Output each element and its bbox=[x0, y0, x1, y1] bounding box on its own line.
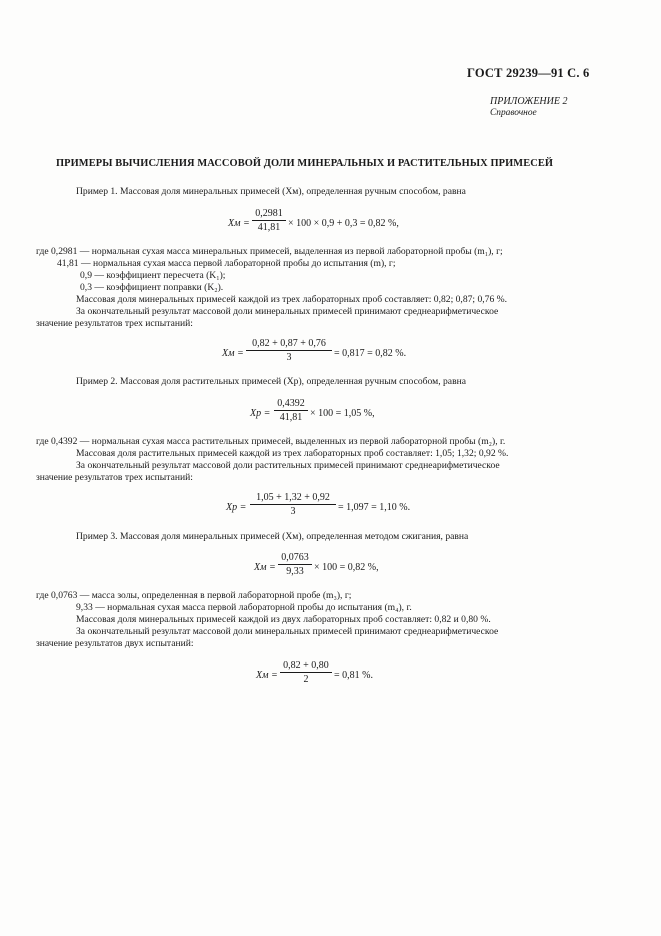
formula-fraction bbox=[278, 552, 312, 577]
example1-where-4: 0,3 — коэффициент поправки (K₂). bbox=[80, 282, 224, 293]
formula-fraction bbox=[274, 398, 308, 423]
example3-where-2: 9,33 — нормальная сухая масса первой лабораторной пробы до испытания (m₄), г. bbox=[76, 602, 412, 613]
document-code: ГОСТ 29239—91 С. 6 bbox=[467, 66, 590, 80]
formula-denominator: 2 bbox=[303, 674, 309, 685]
example3-where-1: где 0,0763 — масса золы, определенная в первой лабораторной пробе (m₃), г; bbox=[36, 590, 352, 601]
example3-para1: Массовая доля минеральных примесей каждой из двух лабораторных проб составляет: 0,82 и 0,80 %. bbox=[76, 614, 491, 625]
formula-denominator: 41,81 bbox=[257, 222, 281, 233]
formula-fraction bbox=[246, 338, 332, 363]
example2-para2a: За окончательный результат массовой доли растительных примесей принимают среднеарифметическое bbox=[76, 460, 500, 471]
formula-numerator: 1,05 + 1,32 + 0,92 bbox=[250, 492, 336, 505]
formula-denominator: 3 bbox=[286, 352, 292, 363]
formula-numerator: 0,82 + 0,80 bbox=[280, 660, 332, 673]
example2-intro: Пример 2. Массовая доля растительных примесей (Xр), определенная ручным способом, равна bbox=[76, 376, 466, 387]
formula-rest: = 0,81 %. bbox=[334, 670, 373, 681]
formula-rest: × 100 × 0,9 + 0,3 = 0,82 %, bbox=[288, 218, 399, 229]
formula-fraction bbox=[280, 660, 332, 685]
appendix-label: ПРИЛОЖЕНИЕ 2 bbox=[490, 96, 568, 107]
example1-intro: Пример 1. Массовая доля минеральных примесей (Xм), определенная ручным способом, равна bbox=[76, 186, 466, 197]
example1-para2a: За окончательный результат массовой доли минеральных примесей принимают среднеарифметическое bbox=[76, 306, 499, 317]
formula-lhs: Xм = bbox=[228, 218, 250, 229]
formula-numerator: 0,0763 bbox=[278, 552, 312, 565]
example3-para2a: За окончательный результат массовой доли минеральных примесей принимают среднеарифметическое bbox=[76, 626, 499, 637]
example3-para2b: значение результатов двух испытаний: bbox=[36, 638, 194, 649]
formula-lhs: Xм = bbox=[254, 562, 276, 573]
formula-rest: = 1,097 = 1,10 %. bbox=[338, 502, 411, 513]
formula-lhs: Xр = bbox=[250, 408, 271, 419]
formula-rest: × 100 = 1,05 %, bbox=[310, 408, 375, 419]
appendix-type: Справочное bbox=[490, 108, 537, 118]
formula-rest: = 0,817 = 0,82 %. bbox=[334, 348, 407, 359]
formula-numerator: 0,2981 bbox=[252, 208, 286, 221]
example1-para2b: значение результатов трех испытаний: bbox=[36, 318, 193, 329]
formula-denominator: 41,81 bbox=[279, 412, 303, 423]
formula-lhs: Xр = bbox=[226, 502, 247, 513]
example2-where: где 0,4392 — нормальная сухая масса растительных примесей, выделенных из первой лабораторной пробы (m₂), г. bbox=[36, 436, 506, 447]
example1-where-2: 41,81 — нормальная сухая масса первой лабораторной пробы до испытания (m), г; bbox=[57, 258, 396, 269]
formula-rest: × 100 = 0,82 %, bbox=[314, 562, 379, 573]
example1-where-1: где 0,2981 — нормальная сухая масса минеральных примесей, выделенная из первой лабораторной пробы (m₁), г; bbox=[36, 246, 503, 257]
example2-para2b: значение результатов трех испытаний: bbox=[36, 472, 193, 483]
formula-numerator: 0,4392 bbox=[274, 398, 308, 411]
example2-para1: Массовая доля растительных примесей каждой из трех лабораторных проб составляет: 1,05; 1,32; 0,92 %. bbox=[76, 448, 509, 459]
formula-lhs: Xм = bbox=[256, 670, 278, 681]
formula-denominator: 3 bbox=[290, 506, 296, 517]
formula-fraction bbox=[250, 492, 336, 517]
formula-fraction bbox=[252, 208, 286, 233]
formula-denominator: 9,33 bbox=[286, 566, 304, 577]
formula-numerator: 0,82 + 0,87 + 0,76 bbox=[246, 338, 332, 351]
example3-intro: Пример 3. Массовая доля минеральных примесей (Xм), определенная методом сжигания, равна bbox=[76, 531, 469, 542]
example1-para1: Массовая доля минеральных примесей каждой из трех лабораторных проб составляет: 0,82; 0,87; 0,76 %. bbox=[76, 294, 508, 305]
formula-lhs: Xм = bbox=[222, 348, 244, 359]
example1-where-3: 0,9 — коэффициент пересчета (K₁); bbox=[80, 270, 226, 281]
section-title: ПРИМЕРЫ ВЫЧИСЛЕНИЯ МАССОВОЙ ДОЛИ МИНЕРАЛЬНЫХ И РАСТИТЕЛЬНЫХ ПРИМЕСЕЙ bbox=[56, 158, 554, 169]
